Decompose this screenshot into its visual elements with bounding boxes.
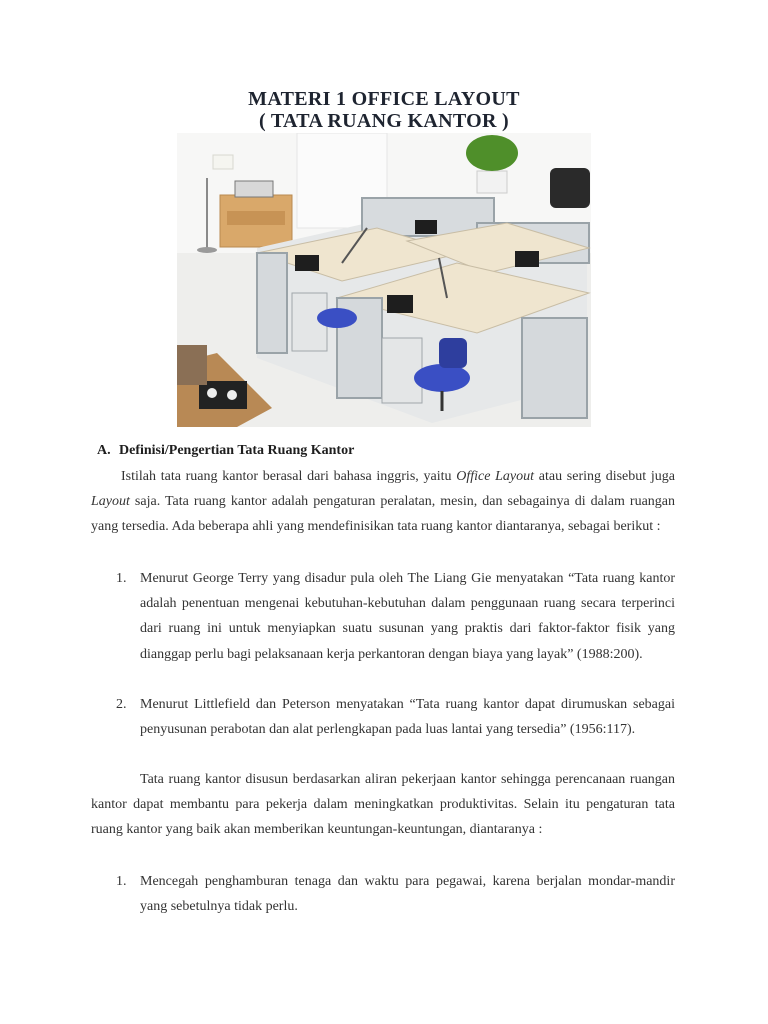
list-item (91, 566, 675, 667)
section-heading (97, 443, 354, 459)
intro-text-1: Istilah tata ruang kantor berasal dari bahasa inggris, yaitu (121, 469, 457, 484)
intro-text-2: atau sering disebut juga (534, 469, 675, 484)
intro-paragraph (91, 464, 675, 540)
list-item-number: 2. (116, 697, 127, 712)
document-title: MATERI 1 OFFICE LAYOUT (248, 88, 520, 110)
document-subtitle: ( TATA RUANG KANTOR ) (258, 110, 510, 132)
body-paragraph: Tata ruang kantor disusun berdasarkan aliran pekerjaan kantor sehingga perencanaan ruangan kantor dapat membantu para pekerja dalam meningkatkan produktivitas. Selain itu pengaturan tata ruang kantor yang baik akan memberikan keuntungan-keuntungan, diantaranya : (91, 772, 675, 838)
intro-text-3: saja. Tata ruang kantor adalah pengaturan peralatan, mesin, dan sebagainya di dalam ruangan yang tersedia. Ada beberapa ahli yang mendefinisikan tata ruang kantor diantaranya, sebagai berikut : (91, 494, 675, 535)
list-item (91, 692, 675, 742)
intro-emphasis-2: Layout (91, 494, 130, 510)
section-heading-text: Definisi/Pengertian Tata Ruang Kantor (119, 443, 355, 458)
list-item-text: Menurut Littlefield dan Peterson menyatakan “Tata ruang kantor dapat dirumuskan sebagai penyusunan perabotan dan alat perlengkapan pada luas lantai yang tersedia” (1956:117). (140, 697, 675, 738)
section-number: A. (97, 443, 111, 458)
list-item-text: Menurut George Terry yang disadur pula oleh The Liang Gie menyatakan “Tata ruang kantor adalah penentuan mengenai kebutuhan-kebutuhan dalam penggunaan ruang secara terperinci dari ruang ini untuk menyiapkan suatu susunan yang praktis dari faktor-faktor fisik yang dianggap perlu bagi pelaksanaan kerja perkantoran dengan biaya yang layak” (1988:200). (140, 571, 675, 662)
list-item-number: 1. (116, 571, 127, 586)
list-item-number: 1. (116, 874, 127, 889)
list-item-text: Mencegah penghamburan tenaga dan waktu para pegawai, karena berjalan mondar-mandir yang sebetulnya tidak perlu. (140, 874, 675, 915)
office-cubicle-photo (177, 133, 591, 427)
intro-emphasis-1: Office Layout (456, 469, 535, 484)
list-item (91, 869, 675, 919)
